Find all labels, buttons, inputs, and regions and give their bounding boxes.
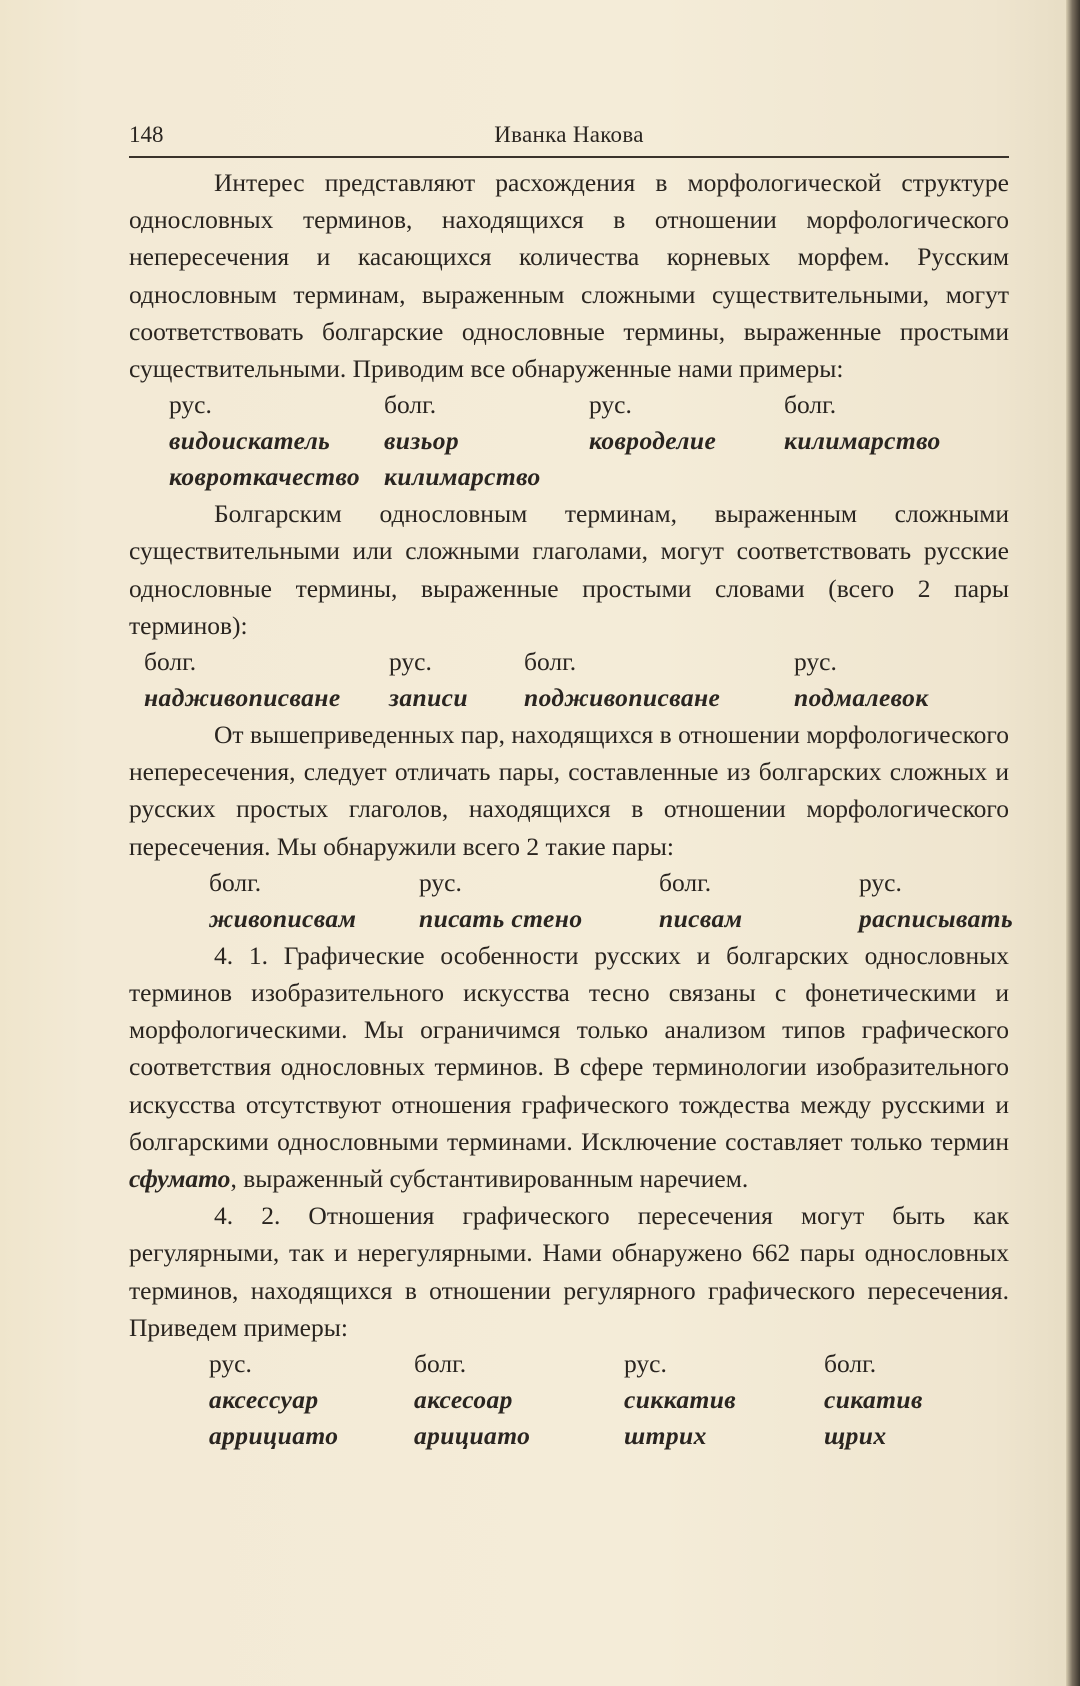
column-header: рус. bbox=[794, 647, 837, 677]
column-header: болг. bbox=[209, 867, 262, 897]
term: писвам bbox=[659, 903, 743, 933]
term: аксесоар bbox=[414, 1385, 513, 1415]
term: надживописване bbox=[144, 683, 341, 713]
term: подмалевок bbox=[794, 683, 929, 713]
page-header bbox=[129, 122, 1009, 158]
term bbox=[784, 459, 1049, 495]
term: расписывать bbox=[859, 903, 1014, 933]
term-inline: сфумато bbox=[129, 1164, 231, 1194]
term-table bbox=[129, 644, 1009, 716]
column-header: болг. bbox=[659, 867, 712, 897]
column-header: болг. bbox=[384, 390, 437, 420]
column-header: рус. bbox=[169, 390, 212, 420]
term: щрих bbox=[824, 1421, 887, 1451]
term: килимарство bbox=[784, 426, 941, 456]
page-body bbox=[129, 164, 1014, 1454]
column-header: болг. bbox=[784, 390, 837, 420]
column-header: рус. bbox=[589, 390, 632, 420]
term-table bbox=[129, 387, 1009, 495]
term: подживописване bbox=[524, 683, 721, 713]
column-header: болг. bbox=[414, 1349, 467, 1379]
column-header: болг. bbox=[824, 1349, 877, 1379]
term: штрих bbox=[624, 1421, 707, 1451]
paragraph: 4. 2. Отношения графического пересечения могут быть как регулярными, так и нерегулярными. Нами обнаружено 662 пары однословных терминов, находящихся в отношении регулярного графического пересечения. Приведем примеры: bbox=[129, 1201, 1009, 1342]
term-table bbox=[129, 1346, 1009, 1454]
term: писать стено bbox=[419, 903, 583, 933]
column-header: рус. bbox=[859, 867, 902, 897]
column-header: рус. bbox=[389, 647, 432, 677]
paragraph-text: 4. 1. Графические особенности русских и болгарских однословных терминов изобразительного искусства тесно связаны с фонетическими и морфологическими. Мы ограничимся только анализом типов графического соответствия однословных терминов. В сфере терминологии изобразительного искусства отсутствуют отношения графического тождества между русскими и болгарскими однословными терминами. Исключение составляет только термин bbox=[129, 940, 1009, 1156]
column-header: болг. bbox=[524, 647, 577, 677]
term: визьор bbox=[384, 426, 460, 456]
running-head: Иванка Накова bbox=[494, 122, 644, 147]
page-number: 148 bbox=[129, 122, 164, 147]
paragraph bbox=[129, 937, 1009, 1197]
term: арициато bbox=[414, 1421, 531, 1451]
term-table bbox=[129, 865, 1014, 937]
term: записи bbox=[389, 683, 468, 713]
term: ковроткачество bbox=[169, 462, 361, 492]
paragraph-text-end: , выраженный субстантивированным наречием. bbox=[230, 1164, 749, 1194]
term: ковроделие bbox=[589, 426, 717, 456]
term: сиккатив bbox=[624, 1385, 737, 1415]
term: видоискатель bbox=[169, 426, 331, 456]
paragraph: Болгарским однословным терминам, выраженным сложными существительными или сложными глаголами, могут соответствовать русские однословные термины, выраженные простыми словами (всего 2 пары терминов): bbox=[129, 499, 1009, 640]
term: килимарство bbox=[384, 462, 541, 492]
column-header: рус. bbox=[419, 867, 462, 897]
column-header: рус. bbox=[209, 1349, 252, 1379]
term: сикатив bbox=[824, 1385, 923, 1415]
term: аррициато bbox=[209, 1421, 339, 1451]
column-header: рус. bbox=[624, 1349, 667, 1379]
paragraph: Интерес представляют расхождения в морфологической структуре однословных терминов, находящихся в отношении морфологического непересечения и касающихся количества корневых морфем. Русским однословным терминам, выраженным сложными существительными, могут соответствовать болгарские однословные термины, выраженные простыми существительными. Приводим все обнаруженные нами примеры: bbox=[129, 168, 1009, 384]
term bbox=[589, 459, 784, 495]
paragraph: От вышеприведенных пар, находящихся в отношении морфологического непересечения, следует отличать пары, составленные из болгарских сложных и русских простых глаголов, находящихся в отношении морфологического пересечения. Мы обнаружили всего 2 такие пары: bbox=[129, 720, 1009, 861]
term: живописвам bbox=[209, 903, 357, 933]
term: аксессуар bbox=[209, 1385, 319, 1415]
column-header: болг. bbox=[144, 647, 197, 677]
